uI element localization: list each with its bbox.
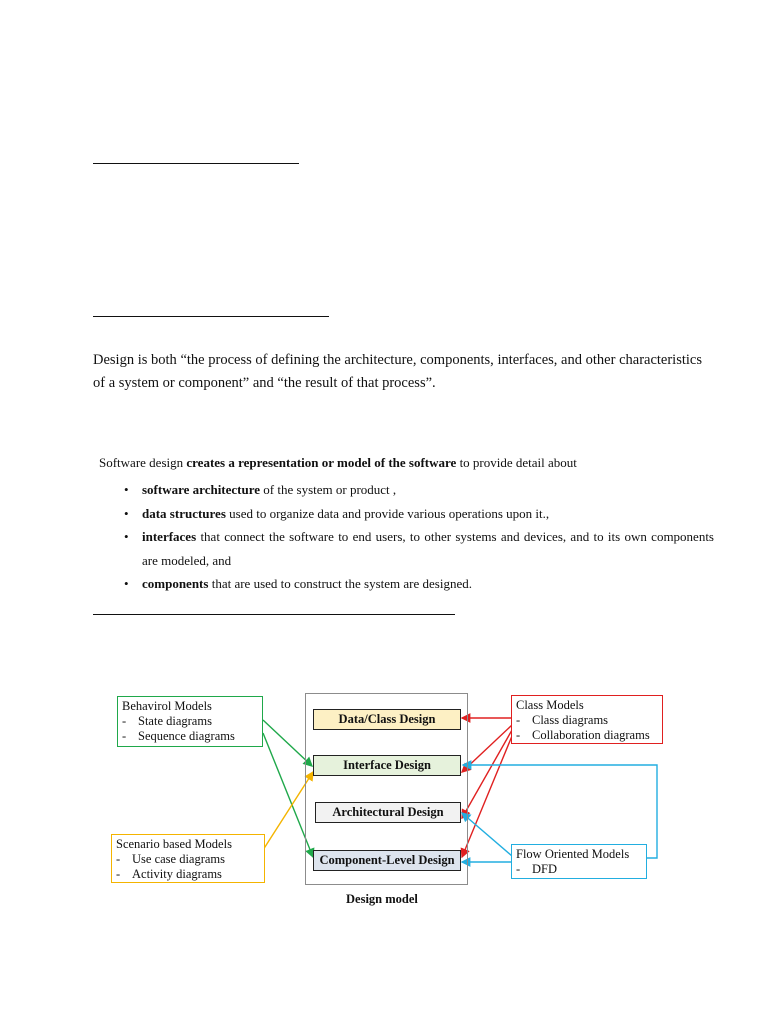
flow-oriented-models-box xyxy=(511,844,647,879)
class-models-box xyxy=(511,695,663,744)
list-item: - Collaboration diagrams xyxy=(516,728,658,743)
list-item: - Sequence diagrams xyxy=(122,729,258,744)
scenario-models-box xyxy=(111,834,265,883)
scenario-models-title: Scenario based Models xyxy=(116,837,232,851)
connector-class-interface xyxy=(462,725,512,772)
list-item: • interfaces that connect the software to end users, to other systems and devices, and to its own components are modeled, and xyxy=(124,525,714,572)
heading-rule-1 xyxy=(93,163,299,164)
software-design-list xyxy=(124,478,714,596)
layer-interface-design: Interface Design xyxy=(313,755,461,776)
layer-data-class-design: Data/Class Design xyxy=(313,709,461,730)
list-item: - State diagrams xyxy=(122,714,258,729)
list-item: - Class diagrams xyxy=(516,713,658,728)
list-item: • components that are used to construct the system are designed. xyxy=(124,572,714,596)
flow-oriented-models-title: Flow Oriented Models xyxy=(516,847,630,861)
connector-class-component xyxy=(462,736,512,857)
design-definition: Design is both “the process of defining the architecture, components, interfaces, and other characteristics of a system or component” and “the result of that process”. xyxy=(93,352,702,391)
class-models-title: Class Models xyxy=(516,698,584,712)
connector-flow-architectural xyxy=(462,813,512,856)
list-item: - DFD xyxy=(516,862,642,877)
layer-component-level-design: Component-Level Design xyxy=(313,850,461,871)
software-design-intro: Software design creates a representation or model of the software to provide detail about xyxy=(99,455,577,470)
list-item: • software architecture of the system or product , xyxy=(124,478,714,502)
list-item: - Use case diagrams xyxy=(116,852,260,867)
connector-class-architectural xyxy=(462,730,512,818)
layer-architectural-design: Architectural Design xyxy=(315,802,461,823)
behavioral-models-box xyxy=(117,696,263,747)
list-item: - Activity diagrams xyxy=(116,867,260,882)
list-item: • data structures used to organize data and provide various operations upon it., xyxy=(124,502,714,526)
diagram-caption: Design model xyxy=(346,892,418,906)
heading-rule-2 xyxy=(93,316,329,317)
heading-rule-3 xyxy=(93,614,455,615)
behavioral-models-title: Behavirol Models xyxy=(122,699,212,713)
